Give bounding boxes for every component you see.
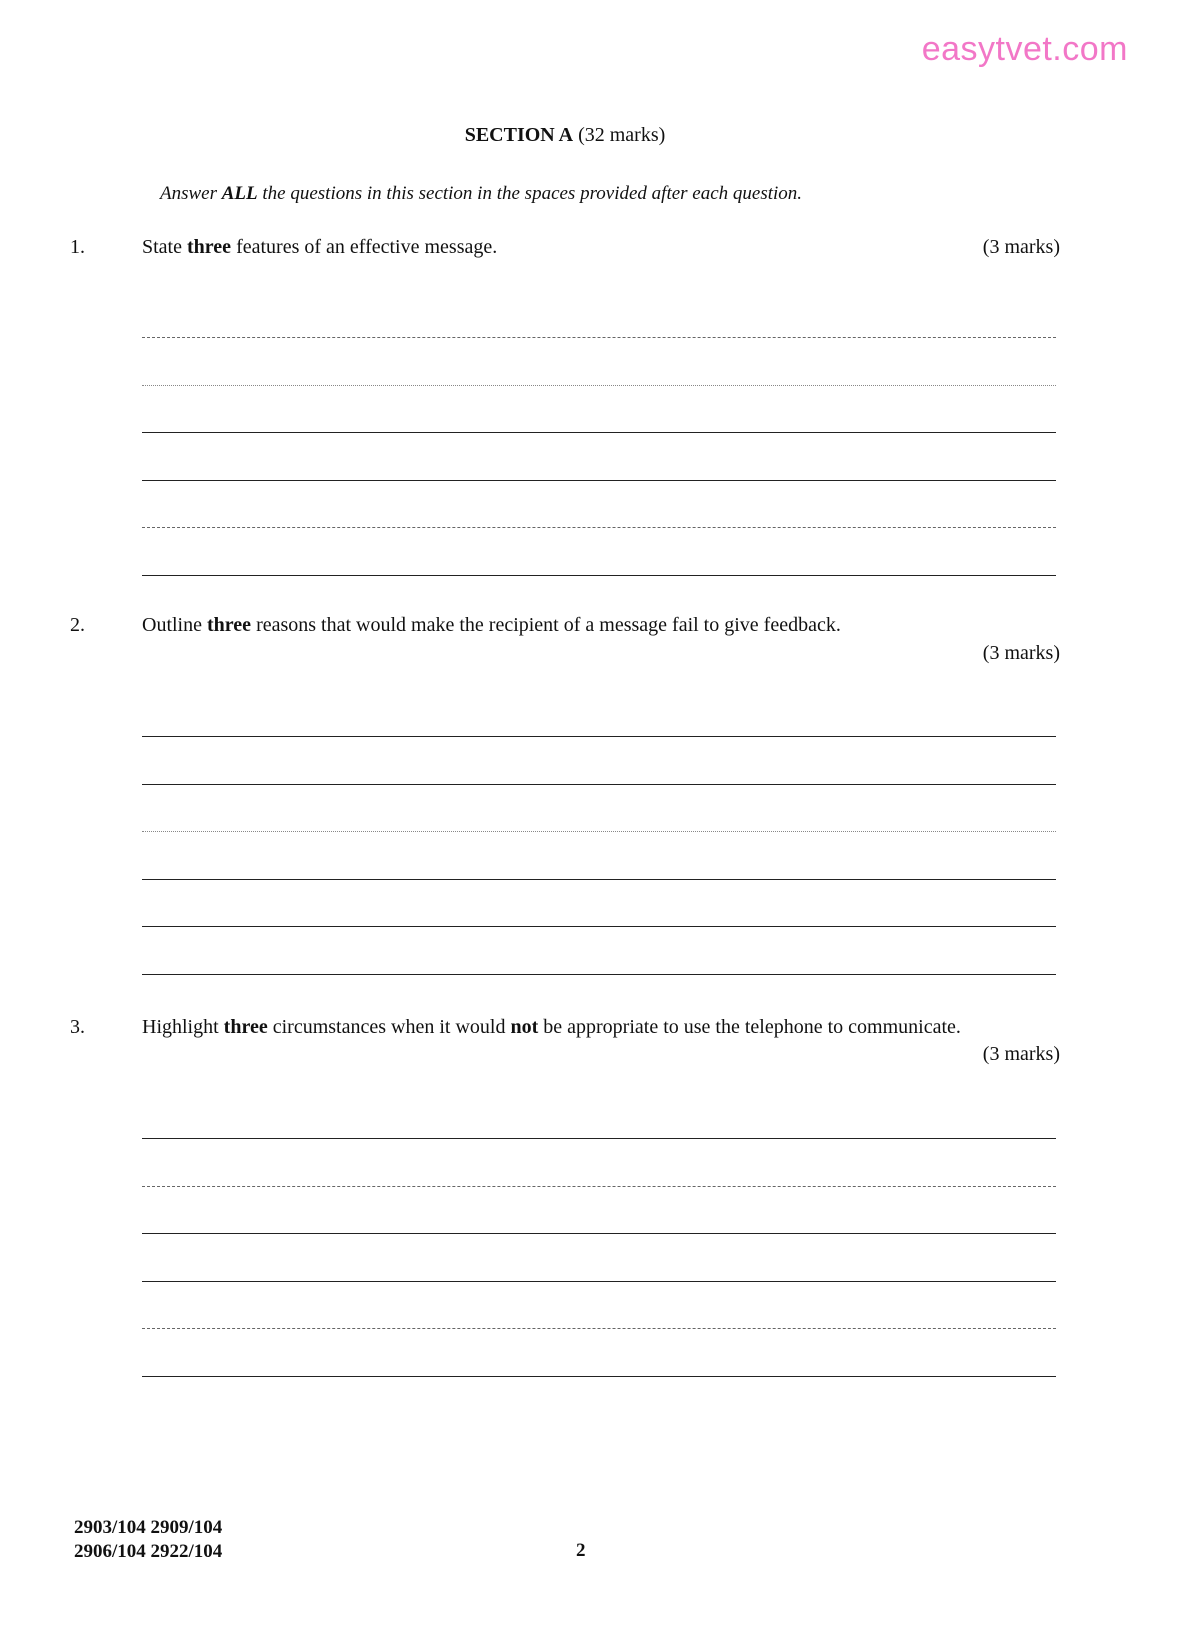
paper-codes-line-2: 2906/104 2922/104 bbox=[74, 1541, 223, 1562]
instructions-bold: ALL bbox=[221, 183, 258, 204]
answer-line[interactable] bbox=[142, 1138, 1056, 1139]
answer-line[interactable] bbox=[142, 432, 1056, 433]
question-text-part: Highlight bbox=[142, 1016, 224, 1038]
answer-line[interactable] bbox=[142, 831, 1056, 832]
section-title-marks: (32 marks) bbox=[573, 124, 666, 146]
question-text bbox=[142, 1014, 972, 1041]
answer-line[interactable] bbox=[142, 974, 1056, 975]
answer-line[interactable] bbox=[142, 1281, 1056, 1282]
watermark: easytvet.com bbox=[921, 30, 1128, 68]
answer-line[interactable] bbox=[142, 1186, 1056, 1187]
section-title-bold: SECTION A bbox=[464, 124, 574, 146]
question-number: 2. bbox=[70, 614, 85, 636]
answer-line[interactable] bbox=[142, 385, 1056, 386]
answer-lines-1[interactable] bbox=[142, 337, 1056, 622]
question-text bbox=[142, 612, 1042, 639]
answer-line[interactable] bbox=[142, 1376, 1056, 1377]
question-text-part: features of an effective message. bbox=[231, 236, 498, 258]
answer-lines-2[interactable] bbox=[142, 736, 1056, 1021]
question-number: 3. bbox=[70, 1016, 85, 1038]
question-text-bold: three bbox=[187, 236, 232, 258]
question-number: 1. bbox=[70, 236, 85, 258]
paper-codes bbox=[74, 1516, 222, 1564]
question-marks: (3 marks) bbox=[982, 642, 1060, 664]
question-marks: (3 marks) bbox=[982, 236, 1060, 258]
answer-line[interactable] bbox=[142, 784, 1056, 785]
section-title bbox=[0, 124, 1130, 147]
answer-line[interactable] bbox=[142, 926, 1056, 927]
answer-line[interactable] bbox=[142, 480, 1056, 481]
question-text-bold: three bbox=[223, 1016, 268, 1038]
paper-codes-line-1: 2903/104 2909/104 bbox=[74, 1517, 223, 1538]
question-text-part: reasons that would make the recipient of a message fail to give feedback. bbox=[251, 614, 841, 636]
answer-lines-3[interactable] bbox=[142, 1138, 1056, 1423]
instructions-pre: Answer bbox=[160, 183, 222, 204]
question-text-part: be appropriate to use the telephone to communicate. bbox=[538, 1016, 961, 1038]
answer-line[interactable] bbox=[142, 1233, 1056, 1234]
question-1 bbox=[70, 234, 1060, 261]
question-text-part: Outline bbox=[142, 614, 207, 636]
answer-line[interactable] bbox=[142, 736, 1056, 737]
answer-line[interactable] bbox=[142, 527, 1056, 528]
instructions-post: the questions in this section in the spaces provided after each question. bbox=[257, 183, 803, 204]
question-text-part: circumstances when it would bbox=[267, 1016, 511, 1038]
question-2 bbox=[70, 612, 1060, 664]
answer-line[interactable] bbox=[142, 879, 1056, 880]
page-number: 2 bbox=[576, 1540, 586, 1561]
question-text-bold: not bbox=[510, 1016, 539, 1038]
answer-line[interactable] bbox=[142, 337, 1056, 338]
answer-line[interactable] bbox=[142, 575, 1056, 576]
answer-line[interactable] bbox=[142, 1328, 1056, 1329]
question-text-part: State bbox=[142, 236, 187, 258]
question-marks: (3 marks) bbox=[982, 1043, 1060, 1065]
question-text-bold: three bbox=[207, 614, 252, 636]
question-3 bbox=[70, 1014, 1060, 1065]
instructions bbox=[160, 183, 802, 205]
question-text bbox=[142, 234, 972, 261]
